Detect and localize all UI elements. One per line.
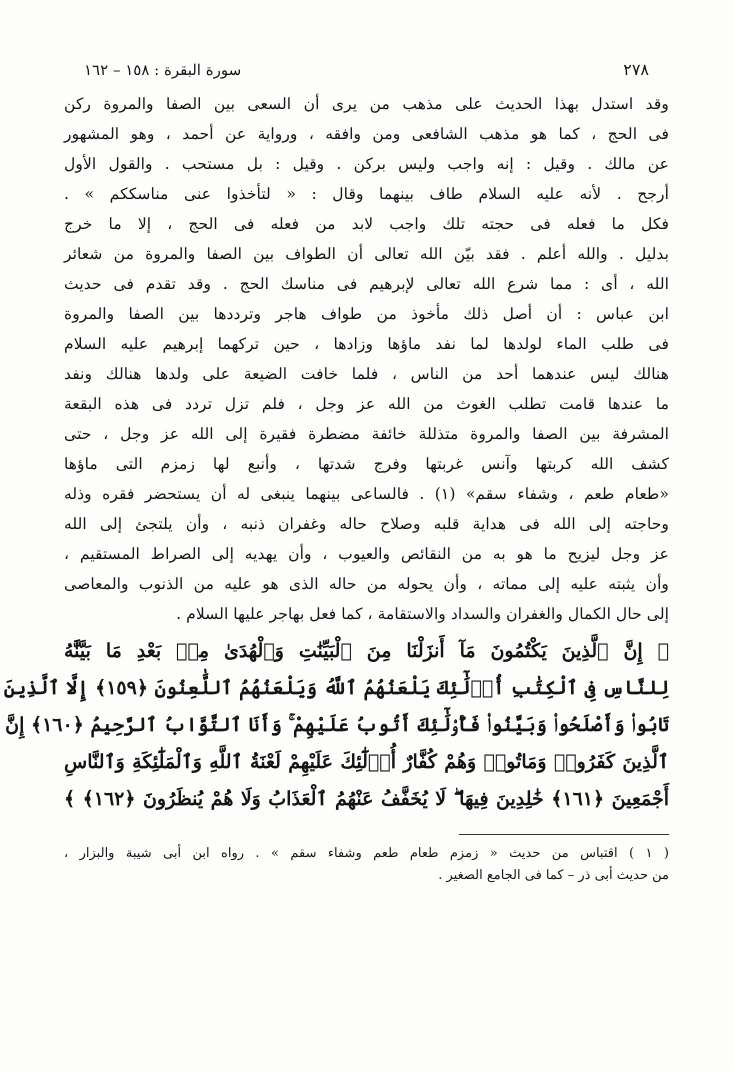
- body-line: فكل ما فعله فى حجته تلك واجب لابد من فعله فى الحج ، إلا ما خرج: [64, 214, 669, 233]
- body-line: عز وجل ليزيح ما هو به من النقائص والعيوب ، وأن يهديه إلى الصراط المستقيم ،: [64, 544, 669, 563]
- body-line: كشف الله كربتها وآنس غربتها وفرج شدتها ، وأنبع لها زمزم التى ماؤها: [64, 454, 669, 473]
- body-line: بدليل . والله أعلم . فقد بيّن الله تعالى أن الطواف بين الصفا والمروة من شعائر: [64, 244, 669, 263]
- footnote: [64, 843, 669, 887]
- body-line: فى طلب الماء لولدها لما نفد ماؤها وزادها ، حين تركهما إبرهيم عليه السلام: [64, 334, 669, 353]
- verse-line: ٱلَّذِينَ كَفَرُوا۟ وَمَاتُوا۟ وَهُمْ كُفَّارٌ أُو۟لَٰٓئِكَ عَلَيْهِمْ لَعْنَةُ ٱللَّهِ وَٱلْمَلَٰٓئِكَةِ وَٱلنَّاسِ: [64, 751, 669, 773]
- verse-line: ﴿ إِنَّ ٱلَّذِينَ يَكْتُمُونَ مَآ أَنزَلْنَا مِنَ ٱلْبَيِّنَٰتِ وَٱلْهُدَىٰ مِنۢ بَعْدِ مَا بَيَّنَّٰهُ: [64, 640, 669, 662]
- body-line: وحاجته إلى الله فى هداية قلبه وصلاح حاله وغفران ذنبه ، وأن يلتجئ إلى الله: [64, 514, 669, 533]
- body-line: المشرفة بين الصفا والمروة متذللة خائفة مضطرة فقيرة إلى الله عز وجل ، حتى: [64, 424, 669, 443]
- verse-line: لِلنَّاسِ فِى ٱلْكِتَٰبِ أُو۟لَٰٓئِكَ يَلْعَنُهُمُ ٱللَّهُ وَيَلْعَنُهُمُ ٱللَّٰعِنُونَ ﴿١٥٩﴾ إِلَّا ٱلَّذِينَ: [3, 677, 669, 699]
- verse-line: أَجْمَعِينَ ﴿١٦١﴾ خَٰلِدِينَ فِيهَا ۖ لَا يُخَفَّفُ عَنْهُمُ ٱلْعَذَابُ وَلَا هُمْ يُنظَرُونَ ﴿١٦٢﴾ ﴾: [64, 788, 669, 810]
- footnote-divider: [459, 834, 669, 835]
- verse-line: تَابُوا۟ وَأَصْلَحُوا۟ وَبَيَّنُوا۟ فَأُو۟لَٰٓئِكَ أَتُوبُ عَلَيْهِمْ ۚ وَأَنَا ٱلتَّوَّابُ ٱلرَّحِيمُ ﴿١٦٠﴾ إِنَّ: [5, 714, 669, 736]
- quran-verses: [3, 633, 669, 818]
- body-line: فى الحج ، كما هو مذهب الشافعى ومن وافقه ، ورواية عن أحمد ، وهو المشهور: [64, 124, 669, 143]
- running-title: سورة البقرة : ١٥٨ – ١٦٢: [84, 60, 242, 79]
- body-line: وقد استدل بهذا الحديث على مذهب من يرى أن السعى بين الصفا والمروة ركن: [64, 94, 669, 113]
- body-line: عن مالك . وقيل : إنه واجب وليس بركن . وقيل : بل مستحب . والقول الأول: [64, 154, 669, 173]
- body-line: الله ، أى : مما شرع الله تعالى لإبرهيم فى مناسك الحج . وقد تقدم فى حديث: [64, 274, 669, 293]
- body-line: ما عندها قامت تطلب الغوث من الله عز وجل ، فلم تزل تردد فى هذه البقعة: [64, 394, 669, 413]
- body-line: أرجح . لأنه عليه السلام طاف بينهما وقال : « لتأخذوا عنى مناسككم » .: [64, 184, 669, 203]
- body-line: إلى حال الكمال والغفران والسداد والاستقامة ، كما فعل بهاجر عليها السلام .: [176, 604, 669, 623]
- body-line: «طعام طعم ، وشفاء سقم» (١) . فالساعى بينهما ينبغى له أن يستحضر فقره وذله: [64, 484, 670, 503]
- body-line: ابن عباس : أن أصل ذلك مأخوذ من طواف هاجر وترددها بين الصفا والمروة: [64, 304, 669, 323]
- body-text: [64, 89, 669, 629]
- footnote-line: ( ١ ) اقتباس من حديث « زمزم طعام طعم وشفاء سقم » . رواه ابن أبى شيبة والبزار ،: [64, 846, 669, 861]
- page-header: [84, 60, 649, 79]
- footnote-line: من حديث أبى ذر – كما فى الجامع الصغير .: [438, 868, 669, 883]
- page-number: ٢٧٨: [623, 60, 649, 79]
- body-line: هنالك ليس عندهما أحد من الناس ، فلما خافت الضيعة على ولدها هنالك ونفد: [64, 364, 669, 383]
- body-line: وأن يثبته عليه إلى مماته ، وأن يحوله من حاله الذى هو عليه من الذنوب والمعاصى: [64, 574, 669, 593]
